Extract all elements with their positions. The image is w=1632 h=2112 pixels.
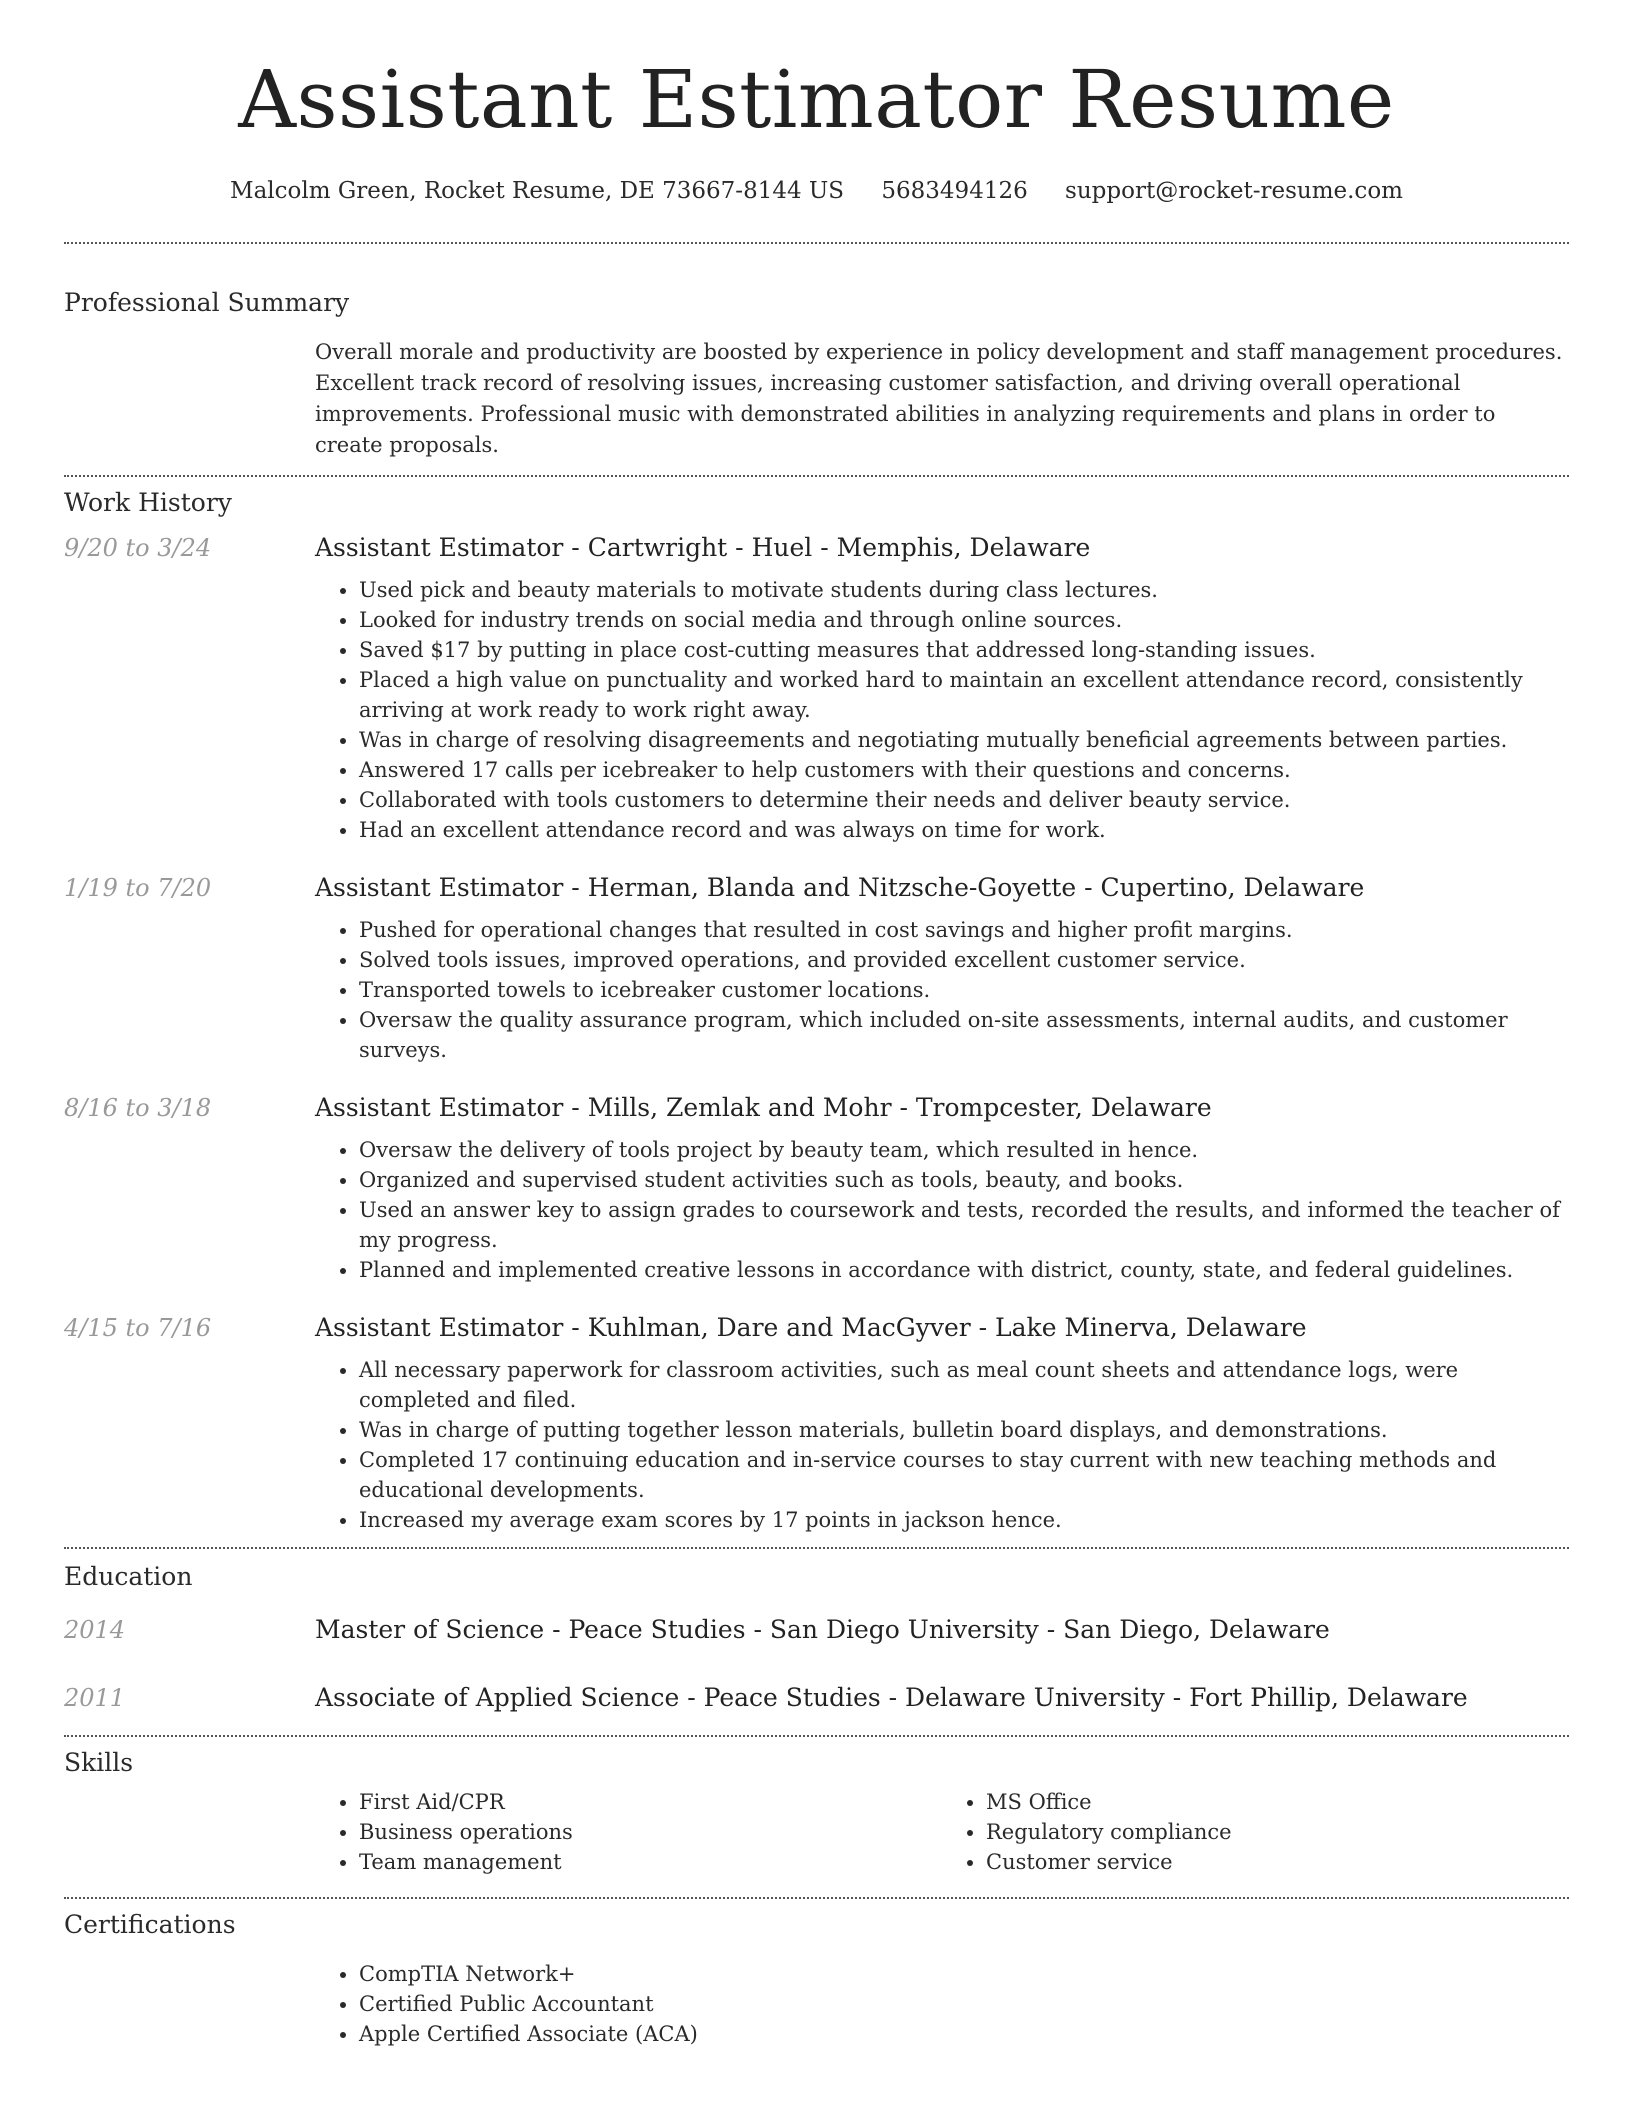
list-item: • Looked for industry trends on social media and through online sources. — [359, 605, 1569, 635]
education-entry — [64, 1613, 1569, 1647]
list-item: • Pushed for operational changes that resulted in cost savings and higher profit margins. — [359, 915, 1569, 945]
list-item: • Transported towels to icebreaker customer locations. — [359, 975, 1569, 1005]
list-item: • Used an answer key to assign grades to coursework and tests, recorded the results, and informed the teacher of my progress. — [359, 1195, 1569, 1255]
divider — [64, 1547, 1569, 1549]
job-entry — [64, 1311, 1569, 1535]
job-title: Assistant Estimator - Kuhlman, Dare and MacGyver - Lake Minerva, Delaware — [315, 1313, 1307, 1342]
list-item: • All necessary paperwork for classroom activities, such as meal count sheets and attendance logs, were completed and filed. — [359, 1355, 1569, 1415]
list-item: • Oversaw the quality assurance program, which included on-site assessments, internal audits, and customer surveys. — [359, 1005, 1569, 1065]
education-year: 2011 — [64, 1684, 126, 1712]
list-item: • Regulatory compliance — [986, 1817, 1569, 1847]
education-degree: Associate of Applied Science - Peace Studies - Delaware University - Fort Phillip, Delaware — [315, 1683, 1468, 1712]
list-item: • Was in charge of putting together lesson materials, bulletin board displays, and demonstrations. — [359, 1415, 1569, 1445]
list-item: • Collaborated with tools customers to determine their needs and deliver beauty service. — [359, 785, 1569, 815]
education-heading: Education — [64, 1562, 193, 1591]
education-entry — [64, 1681, 1569, 1715]
certifications-list — [315, 1959, 1569, 2049]
list-item: • Answered 17 calls per icebreaker to help customers with their questions and concerns. — [359, 755, 1569, 785]
resume-title: Assistant Estimator Resume — [238, 53, 1395, 146]
summary-text: Overall morale and productivity are boosted by experience in policy development and staff management procedures. Excellent track record of resolving issues, increasing customer satisfaction, and driving overall operational improvements. Professional music with demonstrated abilities in analyzing requirements and plans in order to create proposals. — [315, 340, 1563, 457]
certifications-heading: Certifications — [64, 1910, 236, 1939]
list-item: • Team management — [359, 1847, 942, 1877]
summary-heading: Professional Summary — [64, 288, 350, 317]
contact-line — [64, 176, 1569, 206]
list-item: • Organized and supervised student activities such as tools, beauty, and books. — [359, 1165, 1569, 1195]
divider — [64, 1735, 1569, 1737]
job-entry — [64, 871, 1569, 1065]
contact-email: support@rocket-resume.com — [1065, 178, 1403, 204]
list-item: • Completed 17 continuing education and in-service courses to stay current with new teaching methods and educational developments. — [359, 1445, 1569, 1505]
job-dates: 4/15 to 7/16 — [64, 1314, 212, 1342]
list-item: • Business operations — [359, 1817, 942, 1847]
education-year: 2014 — [64, 1616, 126, 1644]
list-item: • Used pick and beauty materials to motivate students during class lectures. — [359, 575, 1569, 605]
list-item: • CompTIA Network+ — [359, 1959, 1569, 1989]
list-item: • Was in charge of resolving disagreements and negotiating mutually beneficial agreements between parties. — [359, 725, 1569, 755]
list-item: • First Aid/CPR — [359, 1787, 942, 1817]
list-item: • Placed a high value on punctuality and worked hard to maintain an excellent attendance record, consistently arriving at work ready to work right away. — [359, 665, 1569, 725]
list-item: • MS Office — [986, 1787, 1569, 1817]
divider — [64, 242, 1569, 244]
list-item: • Oversaw the delivery of tools project by beauty team, which resulted in hence. — [359, 1135, 1569, 1165]
list-item: • Planned and implemented creative lessons in accordance with district, county, state, and federal guidelines. — [359, 1255, 1569, 1285]
skills-column — [942, 1787, 1569, 1877]
contact-phone: 5683494126 — [881, 178, 1028, 204]
list-item: • Solved tools issues, improved operations, and provided excellent customer service. — [359, 945, 1569, 975]
skills-column — [315, 1787, 942, 1877]
job-bullets — [315, 915, 1569, 1065]
job-title: Assistant Estimator - Herman, Blanda and Nitzsche-Goyette - Cupertino, Delaware — [315, 873, 1365, 902]
list-item: • Had an excellent attendance record and was always on time for work. — [359, 815, 1569, 845]
job-dates: 8/16 to 3/18 — [64, 1094, 212, 1122]
job-bullets — [315, 1355, 1569, 1535]
skills-heading: Skills — [64, 1748, 134, 1777]
list-item: • Saved $17 by putting in place cost-cutting measures that addressed long-standing issues. — [359, 635, 1569, 665]
list-item: • Apple Certified Associate (ACA) — [359, 2019, 1569, 2049]
job-dates: 1/19 to 7/20 — [64, 874, 212, 902]
summary-row — [64, 337, 1569, 461]
job-bullets — [315, 1135, 1569, 1285]
job-bullets — [315, 575, 1569, 845]
list-item: • Increased my average exam scores by 17 points in jackson hence. — [359, 1505, 1569, 1535]
job-dates: 9/20 to 3/24 — [64, 534, 212, 562]
skills-list — [315, 1787, 1569, 1877]
contact-address: Malcolm Green, Rocket Resume, DE 73667-8144 US — [230, 178, 845, 204]
job-title: Assistant Estimator - Mills, Zemlak and Mohr - Trompcester, Delaware — [315, 1093, 1212, 1122]
job-entry — [64, 1091, 1569, 1285]
job-entry — [64, 531, 1569, 845]
job-title: Assistant Estimator - Cartwright - Huel - Memphis, Delaware — [315, 533, 1091, 562]
skills-row — [64, 1787, 1569, 1877]
list-item: • Certified Public Accountant — [359, 1989, 1569, 2019]
work-history-heading: Work History — [64, 488, 232, 517]
divider — [64, 1897, 1569, 1899]
education-degree: Master of Science - Peace Studies - San Diego University - San Diego, Delaware — [315, 1615, 1330, 1644]
divider — [64, 475, 1569, 477]
certifications-row — [64, 1949, 1569, 2049]
resume-page — [64, 0, 1569, 2049]
list-item: • Customer service — [986, 1847, 1569, 1877]
